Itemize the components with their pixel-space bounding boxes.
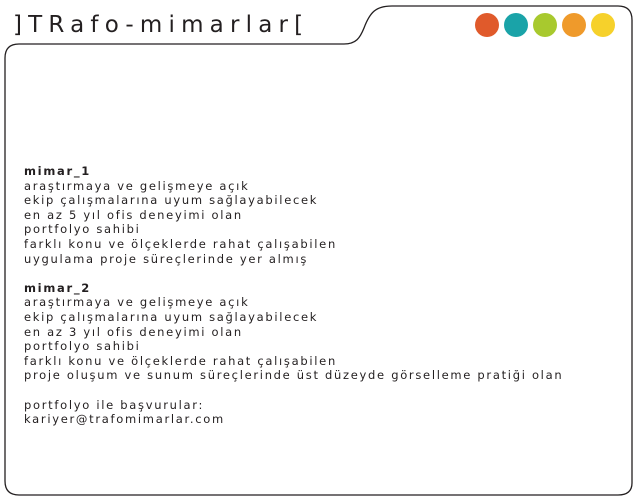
section-heading-mimar-2: mimar_2 xyxy=(24,280,91,295)
requirement-line: portfolyo sahibi xyxy=(24,339,141,354)
requirement-line: araştırmaya ve gelişmeye açık xyxy=(24,178,250,193)
section-spacer xyxy=(24,383,629,398)
accent-dot-amber xyxy=(562,13,586,37)
brand-logo: ]TRafo-mimarlar[ xyxy=(13,12,310,38)
section-heading-mimar-1: mimar_1 xyxy=(24,164,91,178)
requirement-line: ekip çalışmalarına uyum sağlayabilecek xyxy=(24,309,319,324)
requirement-line: portfolyo sahibi xyxy=(24,222,141,237)
requirement-line: farklı konu ve ölçeklerde rahat çalışabilen xyxy=(24,353,337,368)
requirement-line: en az 3 yıl ofis deneyimi olan xyxy=(24,324,243,339)
accent-dot-orange xyxy=(475,13,499,37)
contact-label: portfolyo ile başvurular: xyxy=(24,397,205,412)
requirement-line: araştırmaya ve gelişmeye açık xyxy=(24,295,250,310)
requirement-line: en az 5 yıl ofis deneyimi olan xyxy=(24,207,243,222)
accent-dot-yellow xyxy=(591,13,615,37)
job-listing xyxy=(24,164,629,427)
accent-dot-teal xyxy=(504,13,528,37)
section-spacer xyxy=(24,266,629,281)
requirement-line: uygulama proje süreçlerinde yer almış xyxy=(24,251,309,266)
accent-dots xyxy=(475,13,620,37)
requirement-line: farklı konu ve ölçeklerde rahat çalışabilen xyxy=(24,236,337,251)
accent-dot-lime xyxy=(533,13,557,37)
contact-email-link[interactable]: kariyer@trafomimarlar.com xyxy=(24,412,225,427)
requirement-line: proje oluşum ve sunum süreçlerinde üst düzeyde görselleme pratiği olan xyxy=(24,368,564,383)
requirement-line: ekip çalışmalarına uyum sağlayabilecek xyxy=(24,193,319,208)
